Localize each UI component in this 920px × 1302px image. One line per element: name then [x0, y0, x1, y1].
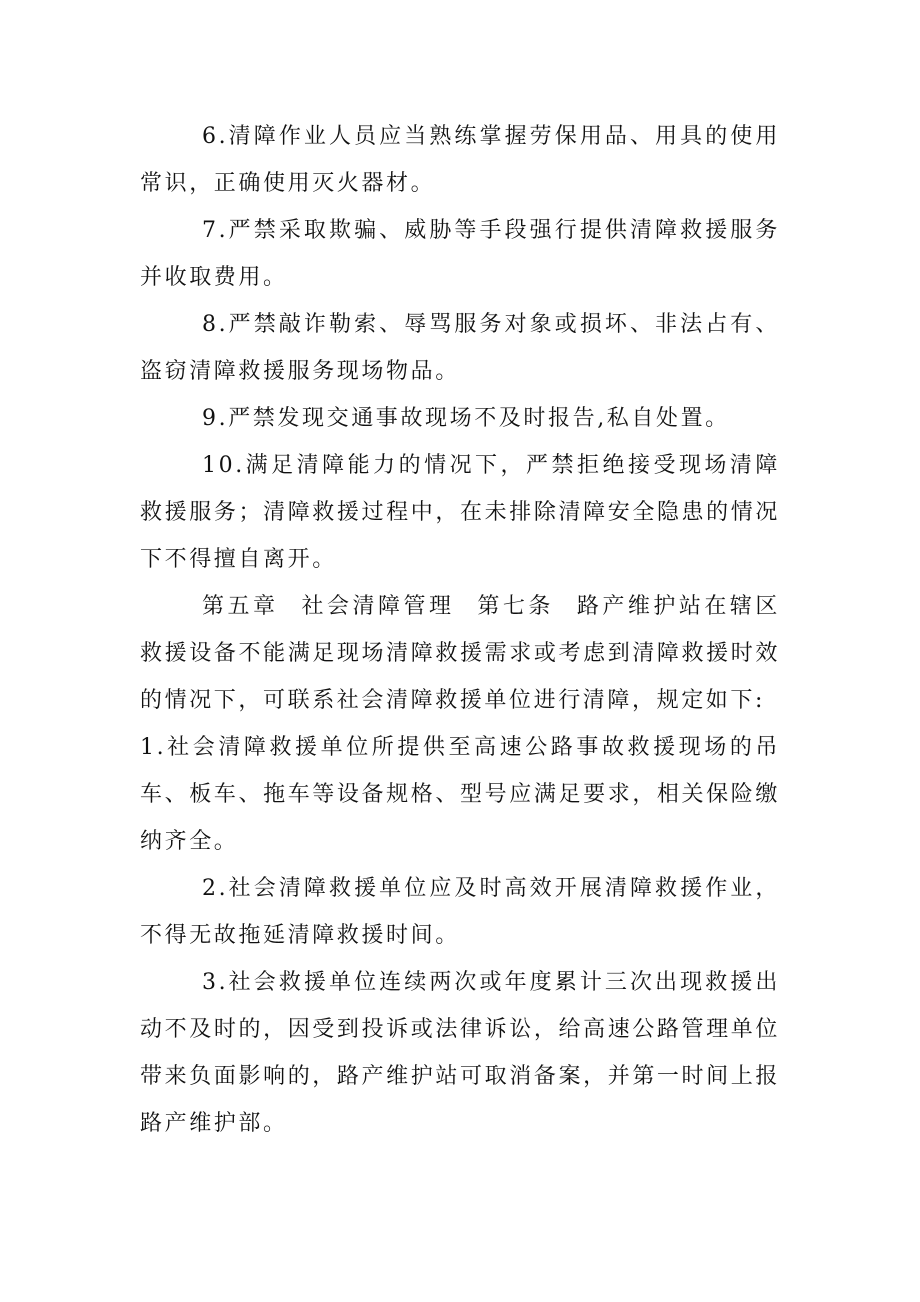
paragraph-item-9: 9.严禁发现交通事故现场不及时报告,私自处置。	[202, 406, 730, 431]
rule-item-3: 3.社会救援单位连续两次或年度累计三次出现救援出动不及时的，因受到投诉或法律诉讼，给高速公路管理单位带来负面影响的，路产维护站可取消备案，并第一时间上报路产维护部。	[140, 970, 780, 1136]
chapter-heading: 第五章	[202, 594, 279, 619]
document-body	[140, 113, 780, 1147]
paragraph-item-8: 8.严禁敲诈勒索、辱骂服务对象或损坏、非法占有、盗窃清障救援服务现场物品。	[140, 312, 780, 384]
paragraph-item-7: 7.严禁采取欺骗、威胁等手段强行提供清障救援服务并收取费用。	[140, 218, 780, 290]
paragraph-item-6: 6.清障作业人员应当熟练掌握劳保用品、用具的使用常识，正确使用灭火器材。	[140, 124, 780, 196]
rule-item-2: 2.社会清障救援单位应及时高效开展清障救援作业，不得无故拖延清障救援时间。	[140, 876, 780, 948]
paragraph-item-10: 10.满足清障能力的情况下，严禁拒绝接受现场清障救援服务；清障救援过程中，在未排除清障安全隐患的情况下不得擅自离开。	[140, 453, 780, 572]
article-number: 第七条	[476, 594, 554, 619]
rule-item-1: 1.社会清障救援单位所提供至高速公路事故救援现场的吊车、板车、拖车等设备规格、型号应满足要求，相关保险缴纳齐全。	[140, 735, 780, 854]
chapter-title: 社会清障管理	[300, 594, 455, 619]
chapter-paragraph	[140, 583, 780, 724]
article-text: 路产维护站在辖区救援设备不能满足现场清障救援需求或考虑到清障救援时效的情况下，可联系社会清障救援单位进行清障，规定如下:	[140, 594, 780, 713]
